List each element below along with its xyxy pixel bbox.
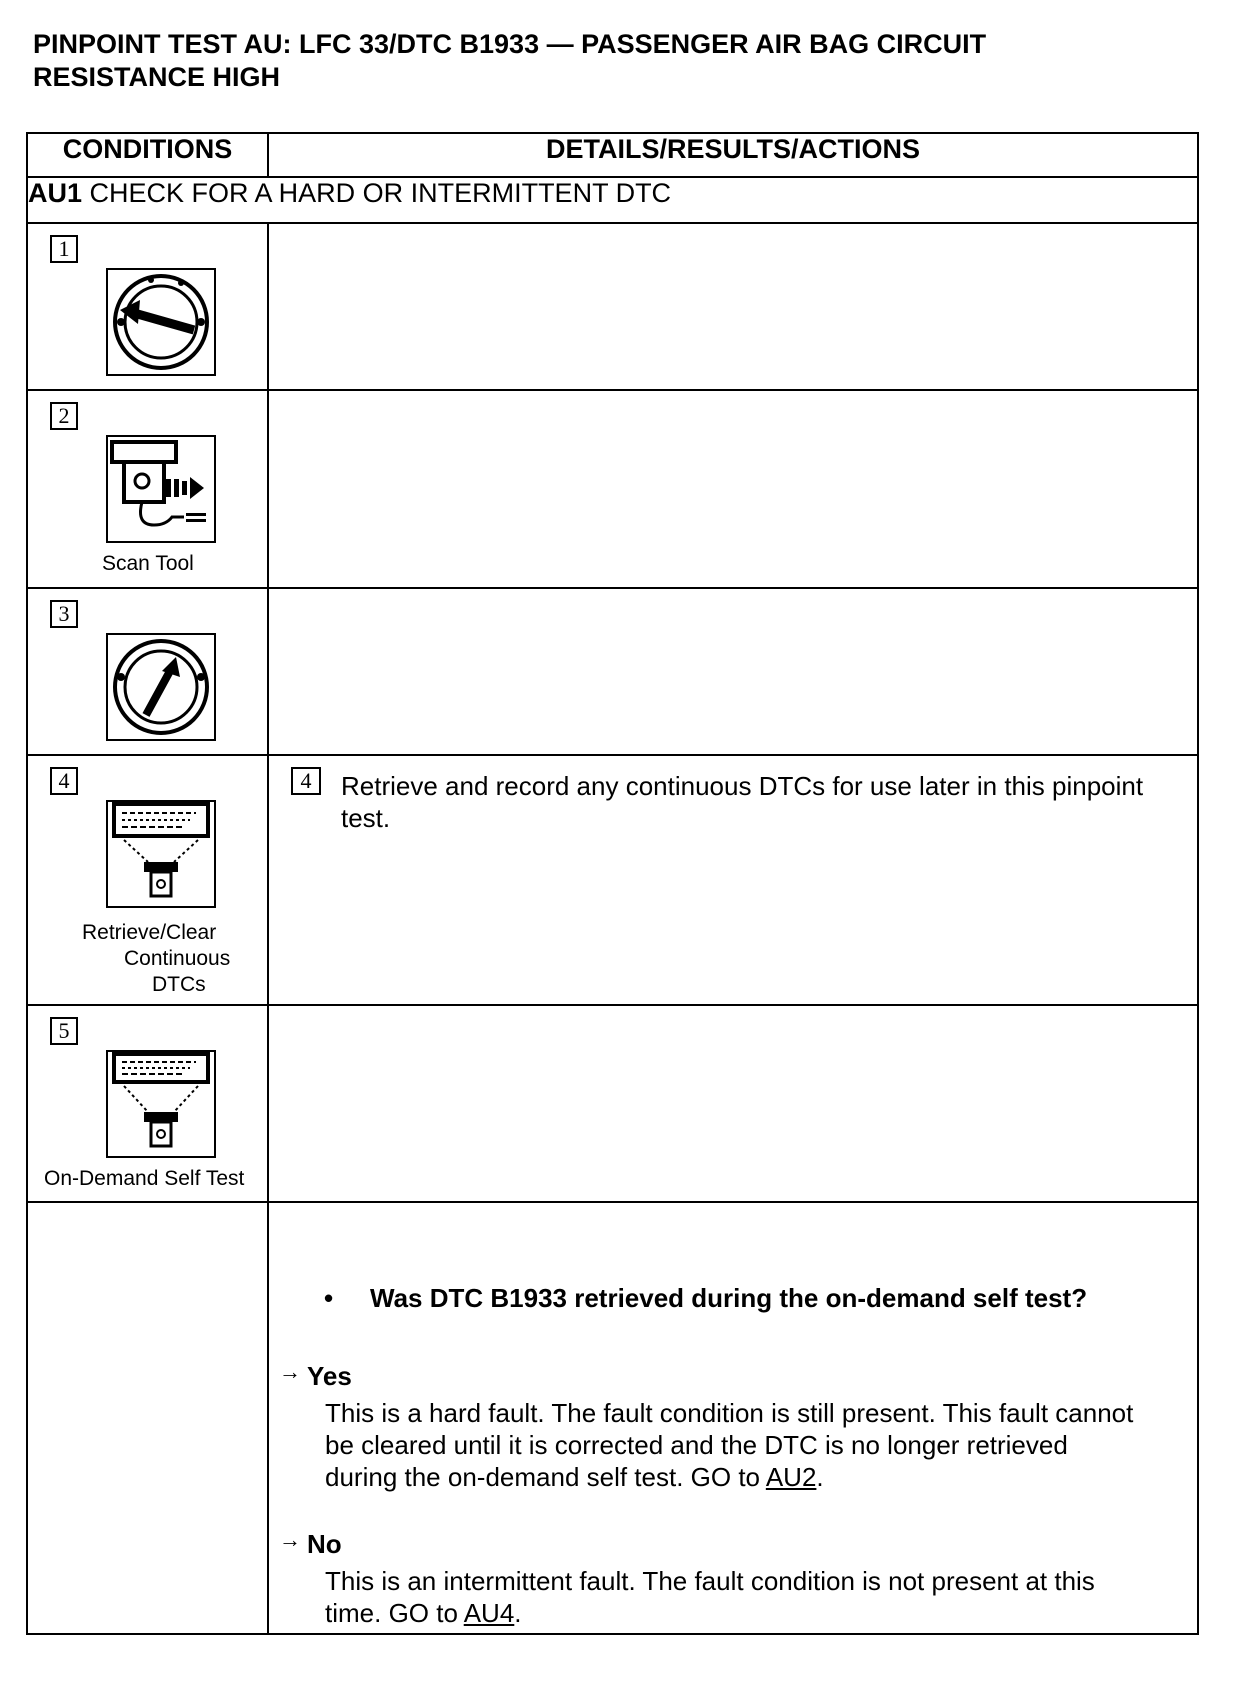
conditions-header: CONDITIONS: [27, 133, 268, 177]
result-question: [324, 1283, 1087, 1314]
step-condition-cell: [27, 755, 268, 1005]
title-line-2: RESISTANCE HIGH: [33, 62, 281, 92]
step-caption: Scan Tool: [102, 552, 194, 575]
step-row: [27, 755, 1198, 1005]
step-number: 1: [50, 235, 78, 263]
arrow-right-icon: →: [279, 1359, 301, 1384]
step-condition-cell: [27, 588, 268, 755]
page-title: [33, 28, 1183, 94]
pinpoint-test-table: [26, 132, 1199, 1635]
step-number: 2: [50, 402, 78, 430]
step-caption-line-2: Continuous: [124, 947, 231, 970]
go-to-au2-link[interactable]: AU2: [765, 1462, 817, 1492]
scan-tool-icon: [106, 435, 216, 543]
no-branch: [279, 1527, 342, 1560]
result-row: [27, 1202, 1198, 1634]
step-condition-cell: [27, 390, 268, 588]
step-row: [27, 223, 1198, 390]
go-to-au4-link[interactable]: AU4: [463, 1598, 515, 1628]
no-text: [325, 1565, 1145, 1629]
ignition-off-icon: [106, 268, 216, 376]
no-end: .: [514, 1598, 522, 1628]
action-text: Retrieve and record any continuous DTCs for use later in this pinpoint test.: [341, 771, 1144, 833]
result-cell: [268, 1202, 1198, 1634]
step-condition-cell: [27, 1005, 268, 1202]
step-number: 3: [50, 600, 78, 628]
section-text: CHECK FOR A HARD OR INTERMITTENT DTC: [89, 178, 672, 208]
action-step-number: 4: [291, 767, 321, 795]
yes-label: Yes: [307, 1361, 352, 1391]
step-caption-line-1: Retrieve/Clear: [82, 921, 217, 944]
section-title: [27, 177, 1198, 223]
yes-body: This is a hard fault. The fault condition is still present. This fault cannot be cleared until it is corrected and the DTC is no longer retrieved during the on-demand self test. GO to: [325, 1398, 1134, 1492]
step-action-cell: [268, 588, 1198, 755]
no-body: This is an intermittent fault. The fault condition is not present at this time. GO to: [325, 1566, 1095, 1628]
yes-branch: [279, 1359, 352, 1392]
header-row: [27, 133, 1198, 177]
yes-text: [325, 1397, 1145, 1493]
step-number: 5: [50, 1017, 78, 1045]
ignition-on-icon: [106, 633, 216, 741]
step-action-cell: [268, 1005, 1198, 1202]
step-row: [27, 588, 1198, 755]
step-row: [27, 1005, 1198, 1202]
details-header: DETAILS/RESULTS/ACTIONS: [268, 133, 1198, 177]
self-test-icon: [106, 1050, 216, 1158]
arrow-right-icon: →: [279, 1527, 301, 1552]
result-condition-cell: [27, 1202, 268, 1634]
step-action-cell: [268, 390, 1198, 588]
step-action-cell: [268, 223, 1198, 390]
no-label: No: [307, 1529, 342, 1559]
yes-end: .: [816, 1462, 824, 1492]
retrieve-dtc-icon: [106, 800, 216, 908]
step-action-cell: [268, 755, 1198, 1005]
step-condition-cell: [27, 223, 268, 390]
step-caption-line-3: DTCs: [152, 973, 206, 996]
step-number: 4: [50, 767, 78, 795]
title-line-1: PINPOINT TEST AU: LFC 33/DTC B1933 — PASSENGER AIR BAG CIRCUIT: [33, 29, 987, 59]
question-text: Was DTC B1933 retrieved during the on-demand self test?: [370, 1283, 1088, 1313]
section-code: AU1: [28, 178, 83, 208]
step-row: [27, 390, 1198, 588]
section-row: [27, 177, 1198, 223]
step-caption: On-Demand Self Test: [44, 1167, 245, 1190]
bullet-icon: •: [324, 1283, 334, 1313]
